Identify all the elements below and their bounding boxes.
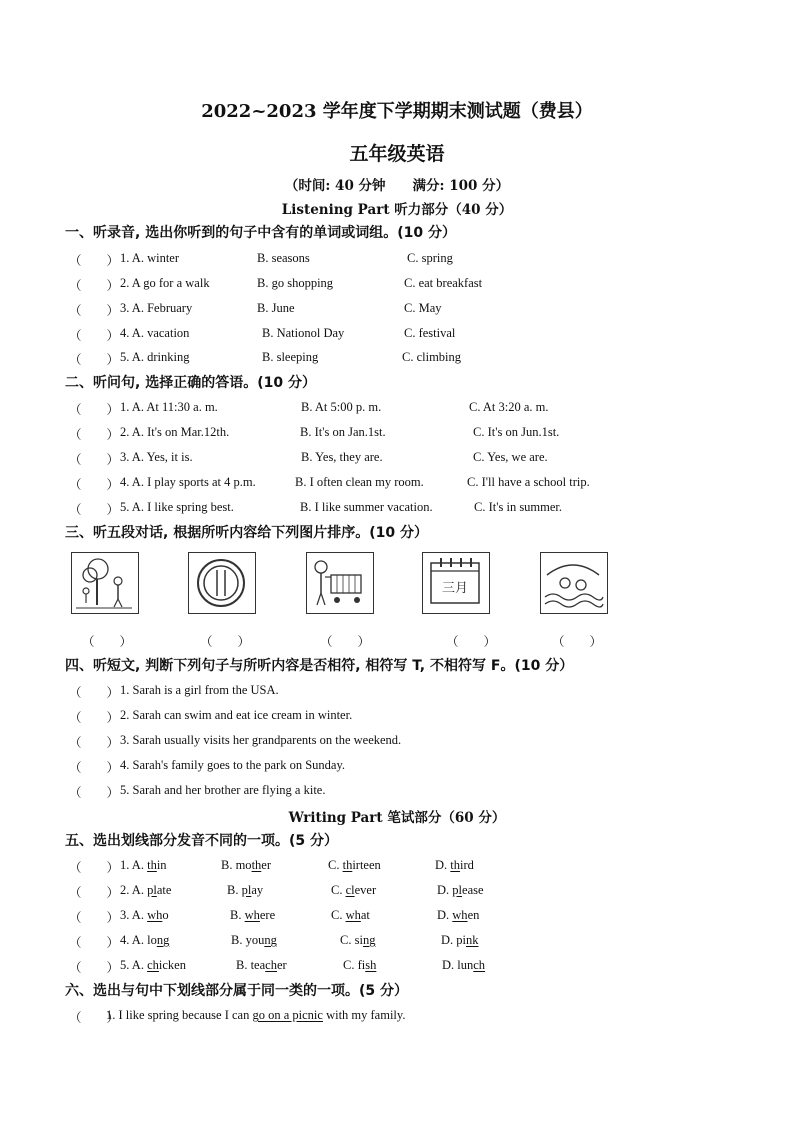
option-a: 2. A. It's on Mar.12th.	[120, 425, 230, 439]
list-item	[0, 400, 794, 418]
list-item	[0, 708, 794, 726]
option-c: C. festival	[404, 326, 456, 340]
option-a: 5. A. I like spring best.	[120, 500, 234, 514]
exam-subtitle: 五年级英语	[349, 143, 445, 165]
answer-paren[interactable]: （ ）	[69, 886, 120, 900]
option-d: D. pink	[441, 933, 479, 947]
answer-paren[interactable]: （ ）	[69, 736, 120, 750]
option-b: B. Nationol Day	[262, 326, 345, 340]
list-item	[0, 326, 794, 344]
list-item	[0, 933, 794, 951]
statement-text: 1. Sarah is a girl from the USA.	[120, 683, 279, 697]
list-item	[0, 733, 794, 751]
answer-paren[interactable]: （ ）	[69, 761, 120, 775]
statement-text: 5. Sarah and her brother are flying a kite.	[120, 783, 326, 797]
option-b: B. go shopping	[257, 276, 334, 290]
answer-paren[interactable]: （ ）	[69, 711, 120, 725]
calendar-icon	[422, 552, 490, 614]
answer-paren[interactable]: （ ）	[69, 961, 120, 975]
option-c: C. eat breakfast	[404, 276, 483, 290]
option-c: C. It's in summer.	[474, 500, 563, 514]
list-item	[0, 758, 794, 776]
option-d: D. lunch	[442, 958, 486, 972]
option-c: C. what	[331, 908, 370, 922]
option-b: B. I often clean my room.	[295, 475, 424, 489]
option-c: C. I'll have a school trip.	[467, 475, 590, 489]
calendar-label: 三月	[441, 581, 469, 596]
exam-title: 2022~2023 学年度下学期期末测试题（费县）	[201, 101, 593, 122]
answer-paren[interactable]: （ ）	[69, 861, 120, 875]
no-entry-sign-icon	[188, 552, 256, 614]
option-c: C. sing	[340, 933, 376, 947]
section6-question-1	[0, 1008, 794, 1026]
option-b: B. I like summer vacation.	[300, 500, 433, 514]
option-c: C. It's on Jun.1st.	[473, 425, 560, 439]
option-c: C. May	[404, 301, 442, 315]
answer-paren[interactable]: （ ）	[69, 453, 120, 467]
shopping-cart-icon	[306, 552, 374, 614]
answer-paren[interactable]: （ ）	[69, 254, 120, 268]
option-b: B. young	[231, 933, 277, 947]
option-a: 2. A. plate	[120, 883, 172, 897]
option-d: D. third	[435, 858, 474, 872]
option-a: 1. A. winter	[120, 251, 180, 265]
list-item	[0, 783, 794, 801]
option-a: 3. A. who	[120, 908, 169, 922]
swimming-icon	[540, 552, 608, 614]
option-b: B. mother	[221, 858, 272, 872]
option-c: C. At 3:20 a. m.	[469, 400, 549, 414]
option-a: 3. A. Yes, it is.	[120, 450, 193, 464]
writing-part-heading: Writing Part 笔试部分（60 分）	[288, 810, 506, 826]
option-b: B. play	[227, 883, 264, 897]
time-info: （时间: 40 分钟 满分: 100 分）	[284, 178, 510, 194]
listening-part-heading: Listening Part 听力部分（40 分）	[281, 202, 513, 218]
answer-paren[interactable]: （ ）	[69, 786, 120, 800]
answer-paren[interactable]: （ ）	[69, 428, 120, 442]
section1-heading: 一、听录音, 选出你听到的句子中含有的单词或词组。(10 分）	[65, 225, 456, 241]
list-item	[0, 883, 794, 901]
answer-paren[interactable]: （ ）	[69, 478, 120, 492]
list-item	[0, 475, 794, 493]
picture-order-paren[interactable]: （ ）	[320, 635, 371, 649]
picture-order-paren[interactable]: （ ）	[446, 635, 497, 649]
option-a: 1. A. At 11:30 a. m.	[120, 400, 218, 414]
list-item	[0, 958, 794, 976]
list-item	[0, 301, 794, 319]
option-a: 4. A. long	[120, 933, 170, 947]
list-item	[0, 425, 794, 443]
option-a: 3. A. February	[120, 301, 193, 315]
option-b: B. At 5:00 p. m.	[301, 400, 382, 414]
option-c: C. spring	[407, 251, 453, 265]
family-tree-icon	[71, 552, 139, 614]
answer-paren[interactable]: （ ）	[69, 279, 120, 293]
answer-paren[interactable]: （ ）	[69, 329, 120, 343]
statement-text: 2. Sarah can swim and eat ice cream in winter.	[120, 708, 353, 722]
option-a: 1. A. thin	[120, 858, 167, 872]
option-c: C. thirteen	[328, 858, 381, 872]
option-c: C. fish	[343, 958, 377, 972]
statement-text: 3. Sarah usually visits her grandparents on the weekend.	[120, 733, 402, 747]
answer-paren[interactable]: （ ）	[69, 686, 120, 700]
section6-heading: 六、选出与句中下划线部分属于同一类的一项。(5 分）	[65, 983, 409, 999]
section2-heading: 二、听问句, 选择正确的答语。(10 分）	[65, 375, 316, 391]
section3-heading: 三、听五段对话, 根据所听内容给下列图片排序。(10 分）	[65, 525, 428, 541]
picture-order-paren[interactable]: （ ）	[552, 635, 603, 649]
q1-text: 1. I like spring because I can go on a picnic with my family.	[106, 1008, 406, 1022]
list-item	[0, 276, 794, 294]
answer-paren[interactable]: （ ）	[69, 1011, 120, 1025]
answer-paren[interactable]: （ ）	[69, 304, 120, 318]
option-a: 2. A go for a walk	[120, 276, 210, 290]
option-a: 5. A. drinking	[120, 350, 190, 364]
section5-heading: 五、选出划线部分发音不同的一项。(5 分）	[65, 833, 339, 849]
option-b: B. Yes, they are.	[301, 450, 383, 464]
answer-paren[interactable]: （ ）	[69, 911, 120, 925]
picture-order-paren[interactable]: （ ）	[200, 635, 251, 649]
option-b: B. It's on Jan.1st.	[300, 425, 386, 439]
option-b: B. June	[257, 301, 295, 315]
answer-paren[interactable]: （ ）	[69, 503, 120, 517]
picture-order-paren[interactable]: （ ）	[82, 635, 133, 649]
list-item	[0, 500, 794, 518]
section4-heading: 四、听短文, 判断下列句子与所听内容是否相符, 相符写 T, 不相符写 F。(10 分）	[65, 658, 574, 674]
statement-text: 4. Sarah's family goes to the park on Sunday.	[120, 758, 346, 772]
option-b: B. where	[230, 908, 276, 922]
option-c: C. climbing	[402, 350, 462, 364]
option-b: B. seasons	[257, 251, 310, 265]
list-item	[0, 450, 794, 468]
option-a: 5. A. chicken	[120, 958, 186, 972]
list-item	[0, 858, 794, 876]
option-b: B. sleeping	[262, 350, 319, 364]
list-item	[0, 908, 794, 926]
option-a: 4. A. vacation	[120, 326, 190, 340]
option-a: 4. A. I play sports at 4 p.m.	[120, 475, 256, 489]
option-c: C. Yes, we are.	[473, 450, 548, 464]
list-item	[0, 350, 794, 368]
option-b: B. teacher	[236, 958, 287, 972]
answer-paren[interactable]: （ ）	[69, 403, 120, 417]
answer-paren[interactable]: （ ）	[69, 353, 120, 367]
list-item	[0, 251, 794, 269]
option-d: D. when	[437, 908, 480, 922]
list-item	[0, 683, 794, 701]
option-d: D. please	[437, 883, 484, 897]
option-c: C. clever	[331, 883, 377, 897]
answer-paren[interactable]: （ ）	[69, 936, 120, 950]
